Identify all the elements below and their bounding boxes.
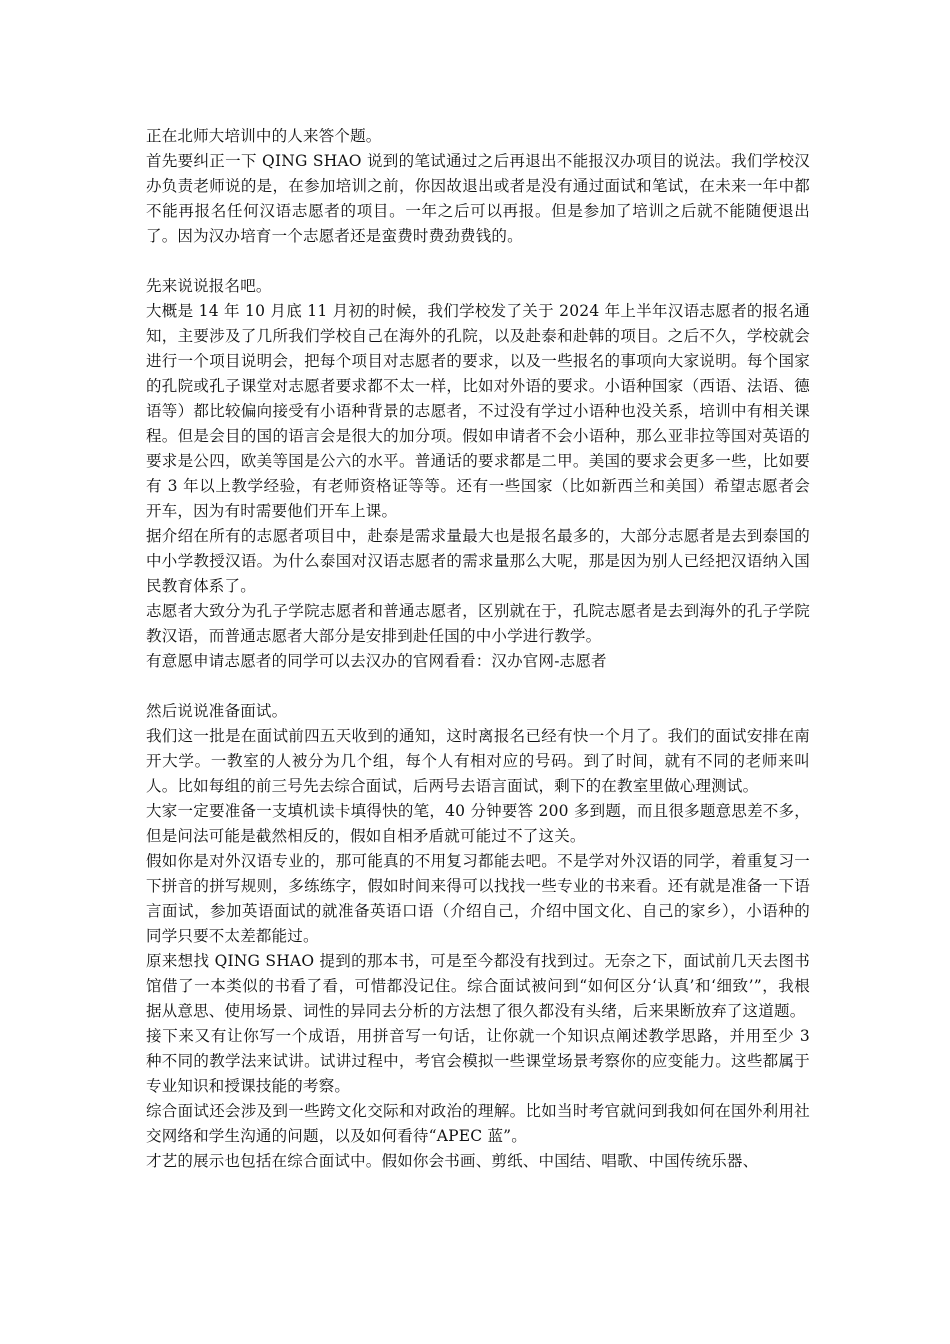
paragraph-thailand: 据介绍在所有的志愿者项目中，赴泰是需求量最大也是报名最多的，大部分志愿者是去到泰国的中小学教授汉语。为什么泰国对汉语志愿者的需求量那么大呢，那是因为别人已经把汉语纳入国民教育体系了。: [146, 527, 810, 595]
document-body: [146, 124, 810, 1174]
paragraph-correction: 首先要纠正一下 QING SHAO 说到的笔试通过之后再退出不能报汉办项目的说法。我们学校汉办负责老师说的是，在参加培训之前，你因故退出或者是没有通过面试和笔试，在未来一年中都不能再报名任何汉语志愿者的项目。一年之后可以再报。但是参加了培训之后就不能随便退出了。因为汉办培育一个志愿者还是蛮费时费劲费钱的。: [146, 152, 810, 245]
paragraph-interview-arrangement: 我们这一批是在面试前四五天收到的通知，这时离报名已经有快一个月了。我们的面试安排在南开大学。一教室的人被分为几个组，每个人有相对应的号码。到了时间，就有不同的老师来叫人。比如每组的前三号先去综合面试，后两号去语言面试，剩下的在教室里做心理测试。: [146, 727, 810, 795]
paragraph-teaching-demo: 接下来又有让你写一个成语，用拼音写一句话，让你就一个知识点阐述教学思路，并用至少 3 种不同的教学法来试讲。试讲过程中，考官会模拟一些课堂场景考察你的应变能力。这些都属于专业知识和授课技能的考察。: [146, 1027, 810, 1095]
blank-line: [146, 674, 810, 699]
section-heading-registration: 先来说说报名吧。: [146, 277, 272, 295]
paragraph-book: 原来想找 QING SHAO 提到的那本书，可是至今都没有找到过。无奈之下，面试前几天去图书馆借了一本类似的书看了看，可惜都没记住。综合面试被问到“如何区分‘认真’和‘细致’”，我根据从意思、使用场景、词性的异同去分析的方法想了很久都没有头绪，后来果断放弃了这道题。: [146, 952, 810, 1020]
paragraph-talent: 才艺的展示也包括在综合面试中。假如你会书画、剪纸、中国结、唱歌、中国传统乐器、: [146, 1152, 759, 1170]
paragraph-intro: 正在北师大培训中的人来答个题。: [146, 127, 382, 145]
paragraph-psych-test: 大家一定要准备一支填机读卡填得快的笔，40 分钟要答 200 多到题，而且很多题意思差不多，但是问法可能是截然相反的，假如自相矛盾就可能过不了这关。: [146, 802, 810, 845]
paragraph-cross-cultural: 综合面试还会涉及到一些跨文化交际和对政治的理解。比如当时考官就问到我如何在国外利用社交网络和学生沟通的问题，以及如何看待“APEC 蓝”。: [146, 1102, 810, 1145]
blank-line: [146, 249, 810, 274]
paragraph-volunteer-types: 志愿者大致分为孔子学院志愿者和普通志愿者，区别就在于，孔院志愿者是去到海外的孔子学院教汉语，而普通志愿者大部分是安排到赴任国的中小学进行教学。: [146, 602, 810, 645]
paragraph-preparation: 假如你是对外汉语专业的，那可能真的不用复习都能去吧。不是学对外汉语的同学，着重复习一下拼音的拼写规则，多练练字，假如时间来得可以找找一些专业的书来看。还有就是准备一下语言面试，参加英语面试的就准备英语口语（介绍自己，介绍中国文化、自己的家乡），小语种的同学只要不太差都能过。: [146, 852, 810, 945]
section-heading-interview: 然后说说准备面试。: [146, 702, 288, 720]
paragraph-registration-details: 大概是 14 年 10 月底 11 月初的时候，我们学校发了关于 2024 年上半年汉语志愿者的报名通知，主要涉及了几所我们学校自己在海外的孔院，以及赴泰和赴韩的项目。之后不久，学校就会进行一个项目说明会，把每个项目对志愿者的要求，以及一些报名的事项向大家说明。每个国家的孔院或孔子课堂对志愿者要求都不太一样，比如对外语的要求。小语种国家（西语、法语、德语等）都比较偏向接受有小语种背景的志愿者，不过没有学过小语种也没关系，培训中有相关课程。但是会目的国的语言会是很大的加分项。假如申请者不会小语种，那么亚非拉等国对英语的要求是公四，欧美等国是公六的水平。普通话的要求都是二甲。美国的要求会更多一些，比如要有 3 年以上教学经验，有老师资格证等等。还有一些国家（比如新西兰和美国）希望志愿者会开车，因为有时需要他们开车上课。: [146, 302, 810, 520]
paragraph-official-site: 有意愿申请志愿者的同学可以去汉办的官网看看：汉办官网-志愿者: [146, 652, 607, 670]
